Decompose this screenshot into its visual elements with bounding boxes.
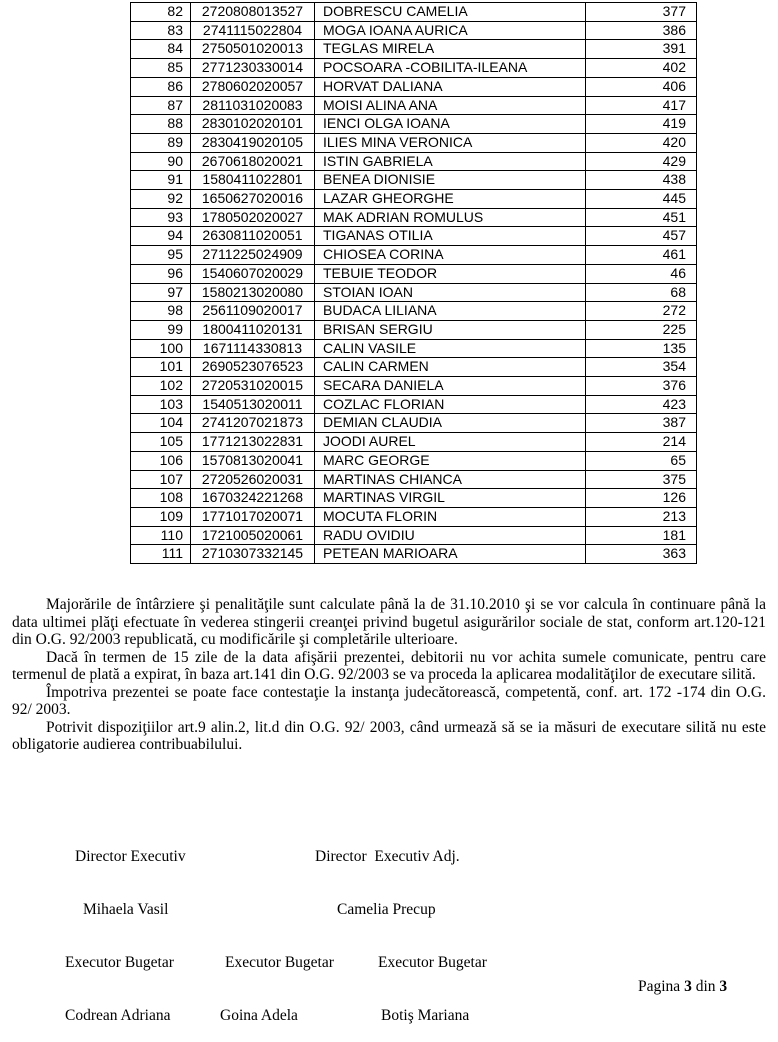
- row-cnp: 2780602020057: [191, 77, 315, 96]
- signature-title: Director Executiv Adj.: [315, 848, 460, 866]
- row-name: MARTINAS VIRGIL: [315, 489, 586, 508]
- row-cnp: 2710307332145: [191, 545, 315, 564]
- row-name: RADU OVIDIU: [315, 526, 586, 545]
- row-cnp: 1671114330813: [191, 339, 315, 358]
- table-row: [131, 302, 697, 321]
- row-number: 98: [131, 302, 191, 321]
- row-amount: 419: [586, 115, 697, 134]
- row-cnp: 1721005020061: [191, 526, 315, 545]
- table-row: [131, 507, 697, 526]
- row-number: 110: [131, 526, 191, 545]
- footer-middle: din: [691, 978, 720, 995]
- table-row: [131, 115, 697, 134]
- table-row: [131, 470, 697, 489]
- row-cnp: 2750501020013: [191, 40, 315, 59]
- row-number: 95: [131, 246, 191, 265]
- row-amount: 126: [586, 489, 697, 508]
- table-row: [131, 77, 697, 96]
- table-row: [131, 414, 697, 433]
- table-row: [131, 21, 697, 40]
- row-cnp: 1771017020071: [191, 507, 315, 526]
- row-amount: 375: [586, 470, 697, 489]
- table-row: [131, 96, 697, 115]
- row-name: MARC GEORGE: [315, 451, 586, 470]
- row-amount: 214: [586, 433, 697, 452]
- row-amount: 46: [586, 264, 697, 283]
- signature-name: Mihaela Vasil: [83, 900, 169, 918]
- row-number: 97: [131, 283, 191, 302]
- notice-paragraph-penalties: Majorările de întârziere şi penalităţile sunt calculate până la de 31.10.2010 şi se vor calcula în continuare până la data ultimei plăţi efectuate în vederea stingerii creanţei privind bugetul asigurărilor sociale de stat, conform art.120-121 din O.G. 92/2003 republicată, cu modificările şi completările ulterioare.: [12, 596, 766, 648]
- row-cnp: 2741115022804: [191, 21, 315, 40]
- table-row: [131, 283, 697, 302]
- table-row: [131, 433, 697, 452]
- row-amount: 68: [586, 283, 697, 302]
- row-name: BRISAN SERGIU: [315, 320, 586, 339]
- row-number: 94: [131, 227, 191, 246]
- row-name: BENEA DIONISIE: [315, 171, 586, 190]
- signature-director-adjunct: [315, 813, 460, 936]
- row-name: JOODI AUREL: [315, 433, 586, 452]
- row-number: 106: [131, 451, 191, 470]
- row-number: 100: [131, 339, 191, 358]
- signature-name: Camelia Precup: [337, 900, 436, 918]
- row-cnp: 1800411020131: [191, 320, 315, 339]
- table-row: [131, 40, 697, 59]
- table-row: [131, 227, 697, 246]
- row-name: LAZAR GHEORGHE: [315, 190, 586, 209]
- row-amount: 402: [586, 59, 697, 78]
- signature-name: Botiş Mariana: [381, 1006, 470, 1024]
- signature-title: Executor Bugetar: [65, 954, 174, 972]
- row-number: 93: [131, 208, 191, 227]
- row-amount: 387: [586, 414, 697, 433]
- row-name: DEMIAN CLAUDIA: [315, 414, 586, 433]
- table-row: [131, 339, 697, 358]
- signature-name: Goina Adela: [220, 1006, 298, 1024]
- row-name: TEGLAS MIRELA: [315, 40, 586, 59]
- row-cnp: 1580213020080: [191, 283, 315, 302]
- row-number: 108: [131, 489, 191, 508]
- table-row: [131, 545, 697, 564]
- row-number: 107: [131, 470, 191, 489]
- row-name: BUDACA LILIANA: [315, 302, 586, 321]
- row-amount: 461: [586, 246, 697, 265]
- row-number: 90: [131, 152, 191, 171]
- row-name: CALIN CARMEN: [315, 358, 586, 377]
- row-cnp: 2830102020101: [191, 115, 315, 134]
- row-amount: 135: [586, 339, 697, 358]
- row-name: MAK ADRIAN ROMULUS: [315, 208, 586, 227]
- row-cnp: 2690523076523: [191, 358, 315, 377]
- row-name: IENCI OLGA IOANA: [315, 115, 586, 134]
- row-cnp: 2711225024909: [191, 246, 315, 265]
- row-number: 87: [131, 96, 191, 115]
- row-amount: 451: [586, 208, 697, 227]
- table-row: [131, 395, 697, 414]
- row-cnp: 1540513020011: [191, 395, 315, 414]
- row-amount: 377: [586, 3, 697, 22]
- row-cnp: 1650627020016: [191, 190, 315, 209]
- row-cnp: 2771230330014: [191, 59, 315, 78]
- signature-title: Executor Bugetar: [378, 954, 487, 972]
- page-footer: [638, 978, 727, 996]
- row-cnp: 2811031020083: [191, 96, 315, 115]
- row-name: STOIAN IOAN: [315, 283, 586, 302]
- row-cnp: 2741207021873: [191, 414, 315, 433]
- debtor-table: [130, 2, 697, 564]
- row-number: 111: [131, 545, 191, 564]
- table-row: [131, 152, 697, 171]
- row-number: 91: [131, 171, 191, 190]
- row-cnp: 2630811020051: [191, 227, 315, 246]
- footer-page-number: 3: [684, 978, 692, 995]
- row-cnp: 1580411022801: [191, 171, 315, 190]
- row-name: COZLAC FLORIAN: [315, 395, 586, 414]
- row-cnp: 2720808013527: [191, 3, 315, 22]
- row-name: PETEAN MARIOARA: [315, 545, 586, 564]
- table-row: [131, 358, 697, 377]
- signature-title: Executor Bugetar: [225, 954, 334, 972]
- row-cnp: 2561109020017: [191, 302, 315, 321]
- row-number: 86: [131, 77, 191, 96]
- row-amount: 438: [586, 171, 697, 190]
- table-row: [131, 264, 697, 283]
- table-row: [131, 190, 697, 209]
- table-row: [131, 246, 697, 265]
- row-cnp: 1780502020027: [191, 208, 315, 227]
- row-name: MOISI ALINA ANA: [315, 96, 586, 115]
- signature-director: [75, 813, 186, 936]
- row-amount: 376: [586, 377, 697, 396]
- row-name: MOGA IOANA AURICA: [315, 21, 586, 40]
- row-amount: 423: [586, 395, 697, 414]
- row-number: 105: [131, 433, 191, 452]
- row-amount: 457: [586, 227, 697, 246]
- table-row: [131, 320, 697, 339]
- notice-text: [12, 596, 766, 754]
- row-amount: 354: [586, 358, 697, 377]
- row-name: SECARA DANIELA: [315, 377, 586, 396]
- row-number: 85: [131, 59, 191, 78]
- row-name: HORVAT DALIANA: [315, 77, 586, 96]
- footer-total-pages: 3: [719, 978, 728, 995]
- table-row: [131, 59, 697, 78]
- row-name: ILIES MINA VERONICA: [315, 133, 586, 152]
- row-amount: 445: [586, 190, 697, 209]
- table-row: [131, 377, 697, 396]
- row-number: 99: [131, 320, 191, 339]
- row-cnp: 2720526020031: [191, 470, 315, 489]
- table-row: [131, 451, 697, 470]
- table-row: [131, 489, 697, 508]
- row-number: 101: [131, 358, 191, 377]
- row-number: 83: [131, 21, 191, 40]
- row-cnp: 1570813020041: [191, 451, 315, 470]
- row-number: 88: [131, 115, 191, 134]
- table-row: [131, 171, 697, 190]
- notice-paragraph-deadline: Dacă în termen de 15 zile de la data afişării prezentei, debitorii nu vor achita sumele comunicate, pentru care termenul de plată a expirat, în baza art.141 din O.G. 92/2003 se va proceda la aplicarea modalităţilor de executare silită.: [12, 648, 766, 683]
- row-name: POCSOARA -COBILITA-ILEANA: [315, 59, 586, 78]
- footer-prefix: Pagina: [638, 978, 685, 995]
- row-amount: 272: [586, 302, 697, 321]
- row-amount: 181: [586, 526, 697, 545]
- row-number: 104: [131, 414, 191, 433]
- row-number: 96: [131, 264, 191, 283]
- signature-title: Director Executiv: [75, 848, 186, 866]
- row-amount: 420: [586, 133, 697, 152]
- row-cnp: 1771213022831: [191, 433, 315, 452]
- row-number: 82: [131, 3, 191, 22]
- row-name: TEBUIE TEODOR: [315, 264, 586, 283]
- row-cnp: 2670618020021: [191, 152, 315, 171]
- row-amount: 225: [586, 320, 697, 339]
- row-amount: 65: [586, 451, 697, 470]
- row-number: 92: [131, 190, 191, 209]
- row-amount: 417: [586, 96, 697, 115]
- row-name: CALIN VASILE: [315, 339, 586, 358]
- row-name: ISTIN GABRIELA: [315, 152, 586, 171]
- table-row: [131, 208, 697, 227]
- row-number: 84: [131, 40, 191, 59]
- notice-paragraph-hearing: Potrivit dispoziţiilor art.9 alin.2, lit.d din O.G. 92/ 2003, când urmează să se ia măsuri de executare silită nu este obligatorie audierea contribuabilului.: [12, 718, 766, 753]
- row-amount: 406: [586, 77, 697, 96]
- row-number: 109: [131, 507, 191, 526]
- row-cnp: 2830419020105: [191, 133, 315, 152]
- row-amount: 363: [586, 545, 697, 564]
- row-name: CHIOSEA CORINA: [315, 246, 586, 265]
- row-amount: 213: [586, 507, 697, 526]
- notice-paragraph-contestation: Împotriva prezentei se poate face contestaţie la instanţa judecătorească, competentă, conf. art. 172 -174 din O.G. 92/ 2003.: [12, 683, 766, 718]
- row-number: 89: [131, 133, 191, 152]
- row-cnp: 1670324221268: [191, 489, 315, 508]
- row-number: 102: [131, 377, 191, 396]
- row-cnp: 2720531020015: [191, 377, 315, 396]
- row-amount: 429: [586, 152, 697, 171]
- row-name: TIGANAS OTILIA: [315, 227, 586, 246]
- row-amount: 391: [586, 40, 697, 59]
- row-name: MOCUTA FLORIN: [315, 507, 586, 526]
- row-name: MARTINAS CHIANCA: [315, 470, 586, 489]
- table-row: [131, 526, 697, 545]
- table-row: [131, 3, 697, 22]
- signature-name: Codrean Adriana: [65, 1006, 171, 1024]
- row-number: 103: [131, 395, 191, 414]
- row-name: DOBRESCU CAMELIA: [315, 3, 586, 22]
- row-cnp: 1540607020029: [191, 264, 315, 283]
- row-amount: 386: [586, 21, 697, 40]
- table-row: [131, 133, 697, 152]
